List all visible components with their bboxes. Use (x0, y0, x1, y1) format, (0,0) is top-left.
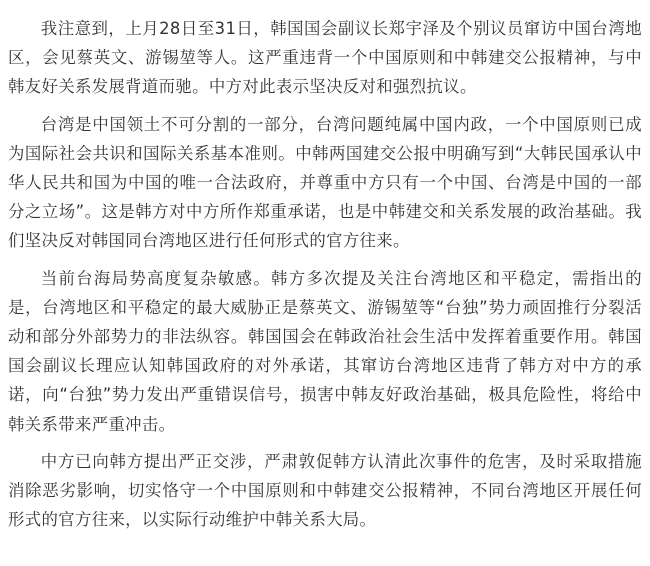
paragraph-1: 我注意到，上月28日至31日，韩国国会副议长郑宇泽及个别议员窜访中国台湾地区，会见蔡英文、游锡堃等人。这严重违背一个中国原则和中韩建交公报精神，与中韩友好关系发展背道而驰。中方对此表示坚决反对和强烈抗议。 (8, 19, 642, 97)
paragraph-4: 中方已向韩方提出严正交涉，严肃敦促韩方认清此次事件的危害，及时采取措施消除恶劣影响，切实恪守一个中国原则和中韩建交公报精神，不同台湾地区开展任何形式的官方往来，以实际行动维护中韩关系大局。 (8, 451, 642, 530)
paragraph-2: 台湾是中国领土不可分割的一部分，台湾问题纯属中国内政，一个中国原则已成为国际社会共识和国际关系基本准则。中韩两国建交公报中明确写到“大韩民国承认中华人民共和国为中国的唯一合法政府，并尊重中方只有一个中国、台湾是中国的一部分之立场”。这是韩方对中方所作郑重承诺，也是中韩建交和关系发展的政治基础。我们坚决反对韩国同台湾地区进行任何形式的官方往来。 (8, 114, 642, 251)
paragraph-3: 当前台海局势高度复杂敏感。韩方多次提及关注台湾地区和平稳定，需指出的是，台湾地区和平稳定的最大威胁正是蔡英文、游锡堃等“台独”势力顽固推行分裂活动和部分外部势力的非法纵容。韩国国会在韩政治社会生活中发挥着重要作用。韩国国会副议长理应认知韩国政府的对外承诺，其窜访台湾地区违背了韩方对中方的承诺，向“台独”势力发出严重错误信号，损害中韩友好政治基础，极具危险性，将给中韩关系带来严重冲击。 (8, 268, 642, 434)
